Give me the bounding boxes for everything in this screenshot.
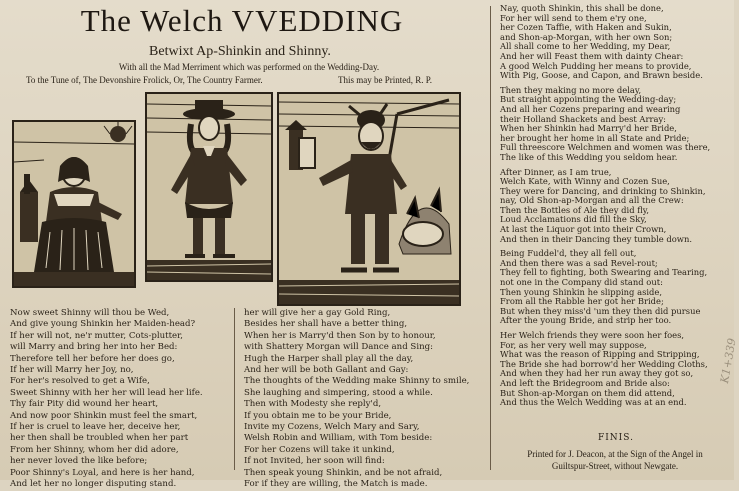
verse-line: And then there was a sad Revel-rout; [500, 257, 658, 268]
verse-line: their Holland Shackets and best Array: [500, 113, 666, 124]
verse-line: Then they making no more delay, [500, 84, 642, 95]
verse-column-right [500, 4, 710, 408]
printed-note: This may be Printed, R. P. [338, 75, 432, 85]
verse-line: Then young Shinkin he slipping aside, [500, 286, 663, 297]
verse-line: For her's resolved to get a Wife, [10, 376, 150, 387]
verse-line: But when they miss'd 'um they then did pursue [500, 305, 701, 316]
verse-line: her Cozen Taffie, with Haken and Sukin, [500, 22, 672, 33]
gentleman-figure-icon [147, 94, 271, 280]
gentleman-woodcut [145, 92, 273, 282]
verse-line: and Shon-ap-Morgan, with her own Son; [500, 31, 673, 42]
verse-line: nay, Old Shon-ap-Morgan and all the Crew: [500, 195, 684, 206]
welshman-figure-icon [279, 94, 459, 304]
verse-line: They were for Dancing, and drinking to Shinkin, [500, 185, 706, 196]
verse-line: If her is cruel to leave her, deceive her, [10, 422, 181, 433]
verse-line: If you obtain me to be your Bride, [244, 410, 392, 421]
verse-line: The like of this Wedding you seldom hear. [500, 151, 678, 162]
column-divider [490, 6, 491, 470]
verse-line: From all the Rabble her got her Bride; [500, 296, 664, 307]
verse-line: her brought her home in all State and Pride; [500, 132, 690, 143]
imprint-line-2: Guiltspur-Street, without Newgate. [551, 461, 679, 471]
verse-line: When her Shinkin had Marry'd her Bride, [500, 123, 677, 134]
tune-text: To the Tune of, The Devonshire Frolick, Or, The Country Farmer. [26, 75, 263, 85]
verse-column-left [10, 308, 203, 491]
verse-line: But Shon-ap-Morgan on them did attend, [500, 387, 675, 398]
verse-line: not one in the Company did stand out: [500, 277, 663, 288]
verse-line: Full threescore Welchmen and women was there, [500, 142, 711, 153]
verse-line: Then speak young Shinkin, and be not afraid, [244, 467, 443, 478]
verse-line: Therefore tell her before her does go, [10, 353, 175, 364]
verse-line: All shall come to her Wedding, my Dear, [500, 41, 671, 52]
verse-line: If her will Marry her Joy, no, [10, 365, 134, 376]
verse-line: With Pig, Goose, and Capon, and Brawn beside. [500, 70, 703, 81]
verse-line: What was the reason of Ripping and Stripping, [500, 349, 700, 360]
description-line: With all the Mad Merriment which was performed on the Wedding-Day. [118, 62, 380, 72]
verse-line: If not Invited, her soon will find: [244, 456, 385, 467]
verse-line: Nay, quoth Shinkin, this shall be done, [500, 3, 664, 13]
verse-line: Besides her shall have a better thing, [244, 319, 408, 330]
verse-line: her then shall be troubled when her part [10, 433, 189, 444]
verse-line: The thoughts of the Wedding make Shinny to smile, [244, 376, 470, 387]
verse-line: After the young Bride, and strip her too. [500, 315, 672, 326]
verse-line: Loud Acclamations did fill the Sky, [500, 214, 647, 225]
verse-line: When her is Marry'd then Son by to honour, [244, 330, 436, 341]
verse-line: Welch Kate, with Winny and Cozen Sue, [500, 176, 670, 187]
verse-line: But straight appointing the Wedding-day; [500, 94, 677, 105]
verse-line: The Bride she had borrow'd her Wedding Cloths, [500, 358, 708, 369]
verse-line: For her Cozens will take it unkind, [244, 444, 395, 455]
verse-line: Being Fuddel'd, they all fell out, [500, 248, 637, 259]
verse-line: And thus the Welch Wedding was at an end. [500, 397, 687, 408]
woman-kneeling-woodcut [12, 120, 136, 288]
verse-line: For if they are willing, the Match is made. [244, 479, 428, 490]
verse-line: For her will send to them e'ry one, [500, 12, 647, 23]
verse-line: Thy fair Pity did wound her heart, [10, 399, 159, 410]
verse-line: Now sweet Shinny will thou be Wed, [10, 308, 170, 318]
woman-figure-icon [14, 122, 134, 286]
welshman-with-goats-woodcut [277, 92, 461, 306]
verse-line: with Shattery Morgan will Dance and Sing: [244, 342, 433, 353]
verse-line: Her Welch friends they were soon her foes, [500, 330, 685, 340]
verse-line: At last the Liquor got into their Crown, [500, 224, 667, 235]
verse-line: And let her no longer disputing stand. [10, 479, 177, 490]
verse-line: And all her Cozens preparing and wearing [500, 103, 681, 114]
imprint [500, 448, 730, 472]
verse-line: After Dinner, as I am true, [500, 166, 612, 177]
verse-line: And give young Shinkin her Maiden-head? [10, 319, 196, 330]
verse-line: Welsh Robin and William, with Tom beside: [244, 433, 433, 444]
verse-line: And her will Feast them with dainty Chear: [500, 50, 684, 61]
pencil-shelfmark: K1+339 [718, 337, 739, 385]
verse-column-middle [244, 308, 469, 491]
ballad-title: The Welch VVEDDING [80, 3, 404, 38]
imprint-line-1: Printed for J. Deacon, at the Sign of the Angel in [527, 449, 703, 459]
verse-line: Then the Bottles of Ale they did fly, [500, 204, 650, 215]
verse-line: And left the Bridegroom and Bride also: [500, 377, 670, 388]
verse-line: Sweet Shinny with her her will lead her life. [10, 387, 203, 398]
verse-line: From her Shinny, whom her did adore, [10, 444, 179, 455]
verse-line: They fell to fighting, both Swearing and Tearing, [500, 267, 708, 278]
verse-line: Invite my Cozens, Welch Mary and Sary, [244, 422, 420, 433]
verse-line: And when they had her run away they got so, [500, 368, 694, 379]
verse-line: And then in their Dancing they tumble down. [500, 233, 693, 244]
verse-line: If her will not, ne'r mutter, Cots-plutter, [10, 330, 184, 341]
verse-line: her will give her a gay Gold Ring, [244, 308, 391, 318]
verse-line: Hugh the Harper shall play all the day, [244, 353, 414, 364]
verse-line: A good Welch Pudding her means to provide, [500, 60, 692, 71]
verse-line: Poor Shinny's Loyal, and here is her hand, [10, 467, 195, 478]
verse-line: Then with Modesty she reply'd, [244, 399, 382, 410]
verse-line: will Marry and bring her into her Bed: [10, 342, 178, 353]
ballad-subtitle: Betwixt Ap-Shinkin and Shinny. [149, 44, 331, 59]
verse-line: She laughing and simpering, stood a while. [244, 387, 433, 398]
finis-mark: FINIS. [598, 433, 634, 443]
verse-line: her never loved the like before; [10, 456, 148, 467]
column-divider [234, 308, 235, 470]
verse-line: For, as her very well may suppose, [500, 339, 647, 350]
verse-line: And her will be both Gallant and Gay: [244, 365, 409, 376]
verse-line: And now poor Shinkin must feel the smart, [10, 410, 198, 421]
